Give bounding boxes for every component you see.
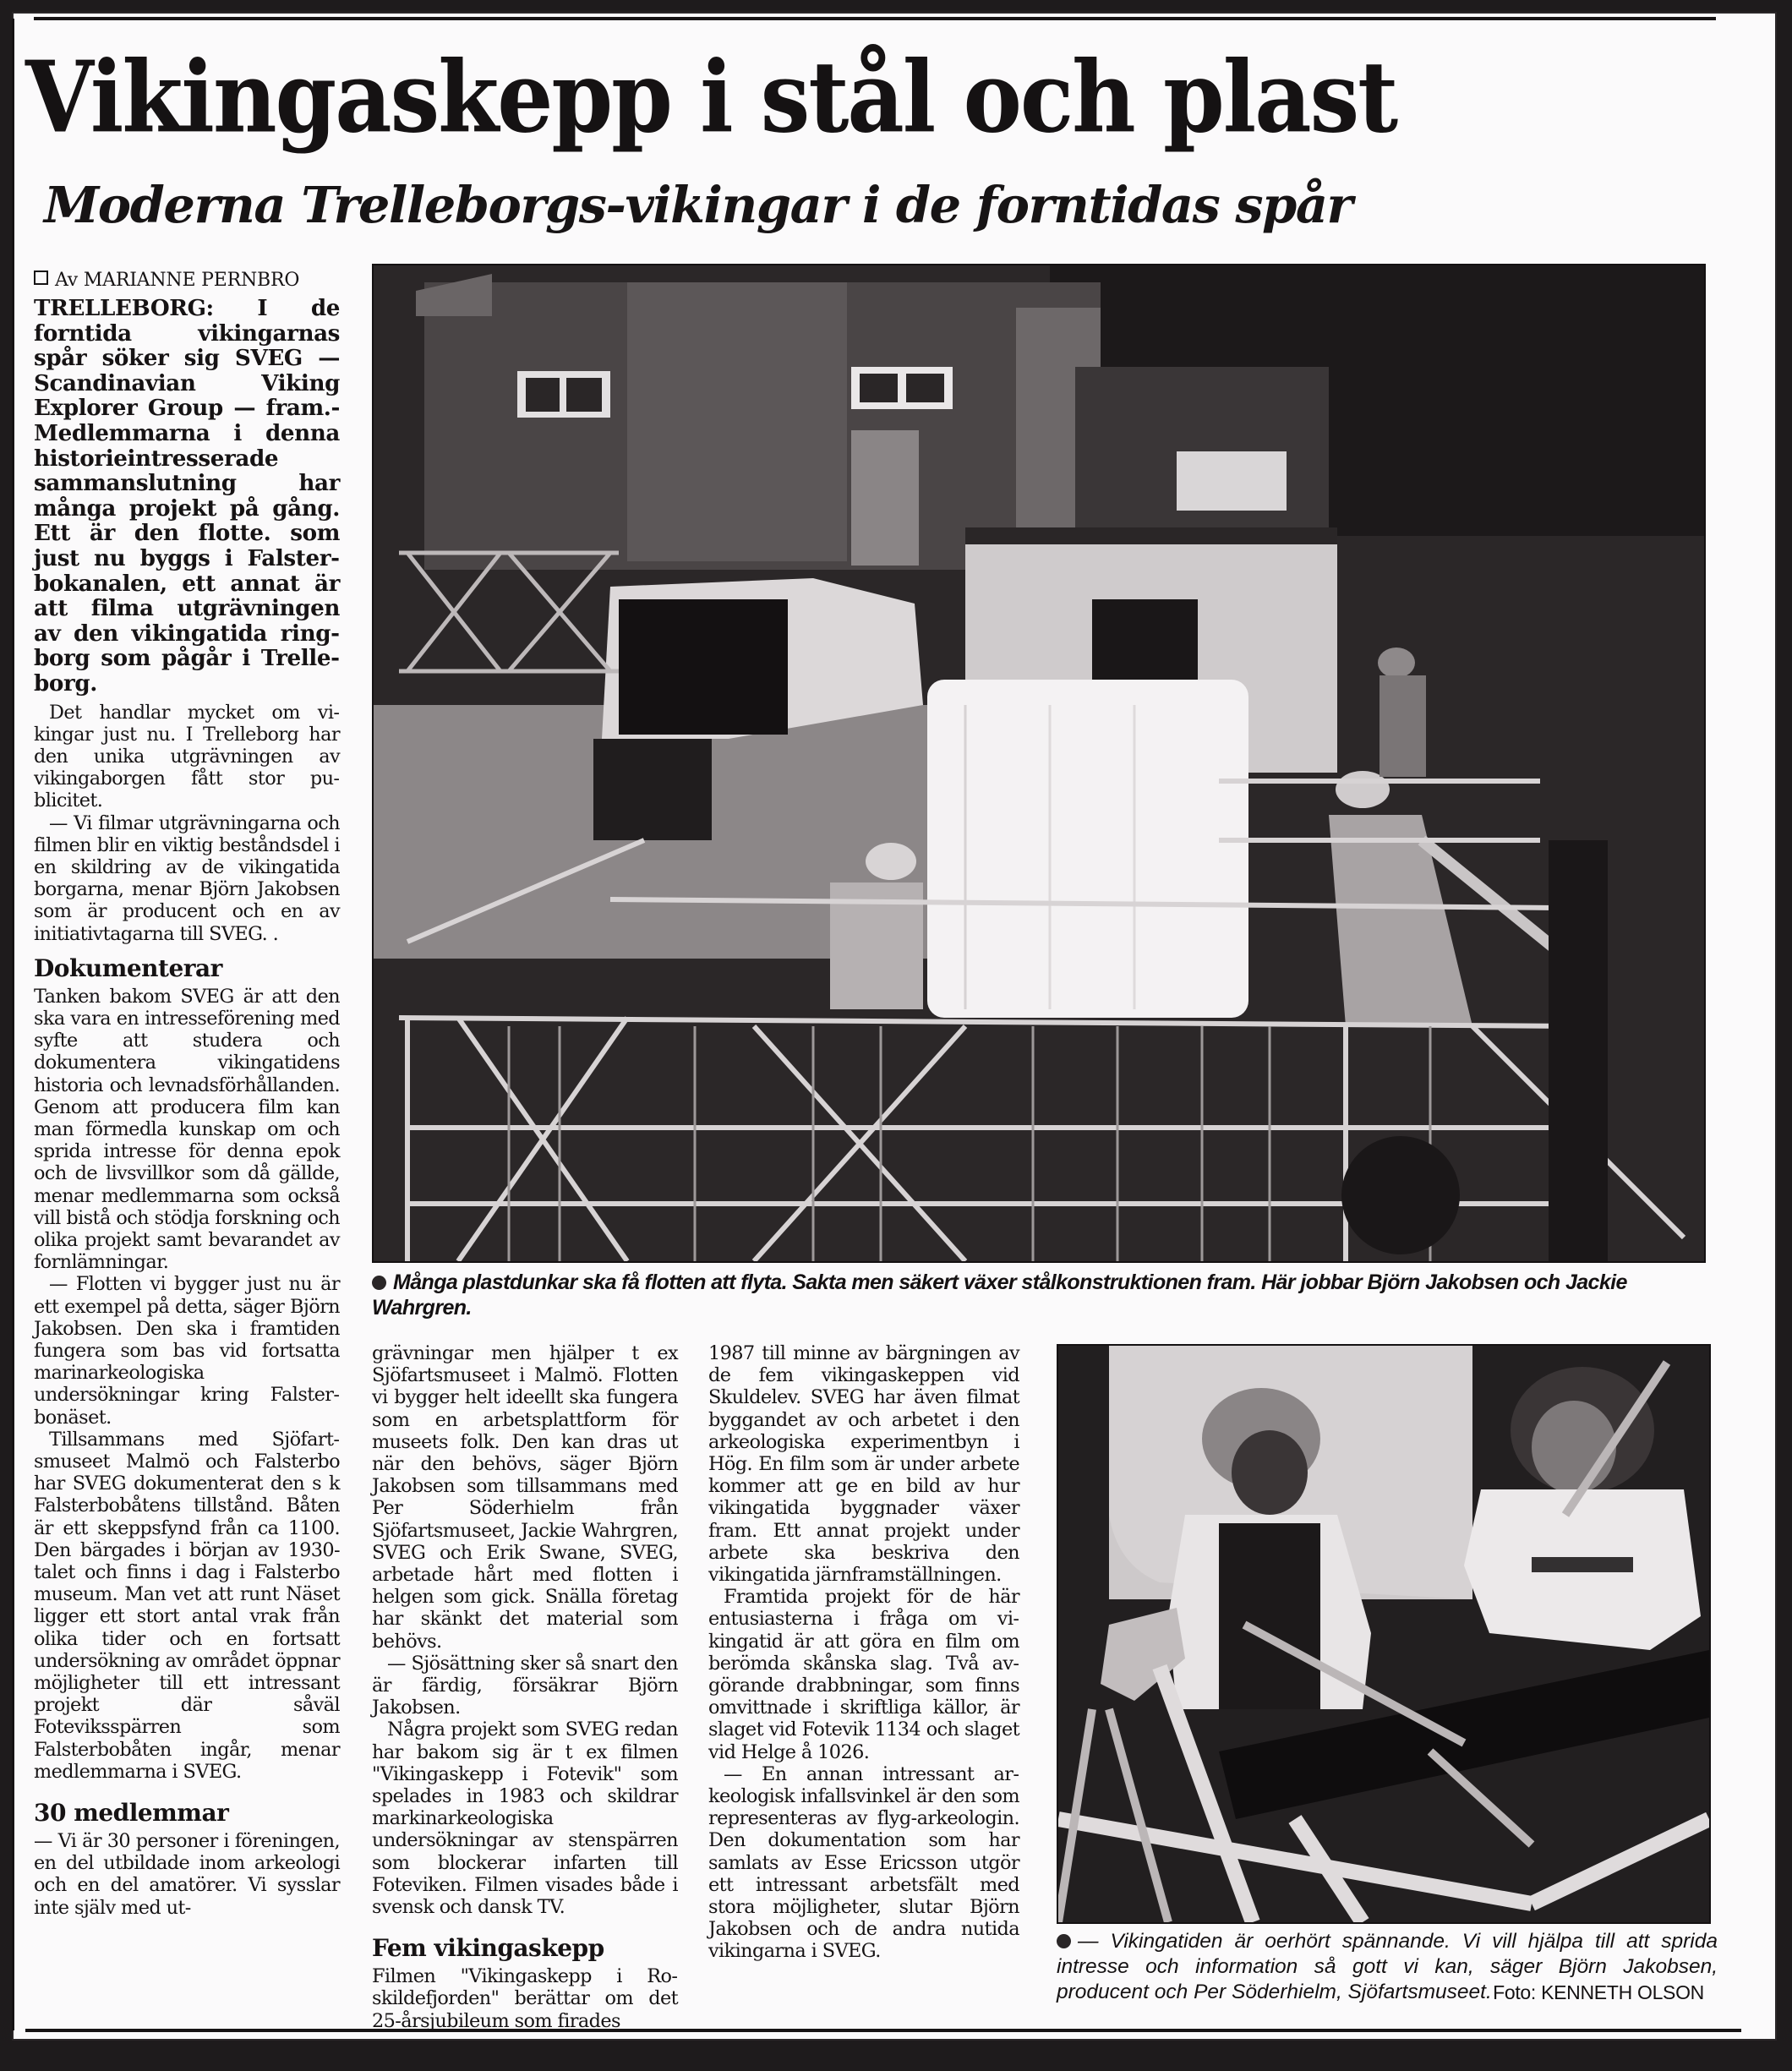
photo-raft-construction [372, 264, 1706, 1263]
raft-construction-illustration [374, 265, 1704, 1261]
subhead-fem-vikingaskepp: Fem vikingaskepp [372, 1934, 604, 1963]
body-paragraph: — Flotten vi bygger just nu är ett exempel på detta, säger Björn Jakobsen. Den ska i framtiden fungera som bas vid fortsatta marinarkeologiska undersökningar kring Falsterbonäset. [34, 1273, 340, 1429]
body-paragraph: Filmen "Vikingaskepp i Roskildefjorden" berättar om det 25-årsjubileum som firades [372, 1965, 678, 2032]
bottom-rule [25, 2029, 1741, 2032]
body-paragraph: Det handlar mycket om vikingar just nu. I Trelleborg har den unika utgrävningen av vikingaborgen fått stor publicitet. [34, 701, 340, 812]
byline-box-icon [34, 270, 48, 285]
caption-bullet-icon [1057, 1934, 1071, 1948]
photo-two-men [1057, 1344, 1711, 1924]
middle-column-2 [708, 1342, 1019, 1963]
left-column [34, 269, 340, 1919]
left-rule [12, 19, 14, 2030]
subhead-dokumenterar: Dokumenterar [34, 954, 222, 982]
photo-small-caption [1057, 1929, 1718, 2005]
byline-text: Av MARIANNE PERNBRO [55, 270, 300, 291]
body-paragraph: — En annan intressant arkeologisk infallsvinkel är den som representeras av flyg-arkeologin. Den dokumentation som har samlats av Esse Ericsson utgör ett intressant arbetsfält med stora möjligheter, slutar Björn Jakobsen och de andra nutida vikingarna i SVEG. [708, 1762, 1019, 1963]
middle-column-1 [372, 1342, 678, 2032]
body-paragraph: Tillsammans med Sjöfartsmuseet Malmö och Falsterbo har SVEG dokumenterat den s k Falsterbobåtens tillstånd. Båten är ett skeppsfynd från ca 1100. Den bärgades i början av 1930-talet och finns i dag i Falsterbo museum. Man vet att runt Näset ligger ett stort antal vrak från olika tider och en fortsatt undersökning av området öppnar möjligheter till ett intressant projekt där såväl Foteviksspärren som Falsterbobåten ingår, menar medlemmarna i SVEG. [34, 1428, 340, 1783]
byline [34, 269, 340, 292]
body-paragraph: Några projekt som SVEG redan har bakom sig är t ex filmen "Vikingaskepp i Fotevik" som spelades in 1983 och skildrar markinarkeologiska undersökningar av stenspärren som blockerar infarten till Foteviken. Filmen visades både i svensk och dansk TV. [372, 1719, 678, 1919]
lead-text: TRELLEBORG: I de forntida vikingarnas spår söker sig SVEG — Scandinavian Viking Explorer Group — fram.- Medlemmarna i denna historieintresserade sammanslutning har många projekt på gång. Ett är den flotte. som just nu byggs i Falsterbokanalen, ett annat är att filma utgrävningen av den vikingatida ringborg som pågår i Trelleborg. [34, 295, 340, 697]
two-men-illustration [1058, 1346, 1709, 1922]
photo-small-caption-text: — Vikingatiden är oerhört spännande. Vi vill hjälpa till att sprida intresse och information så gott vi kan, säger Björn Jakobsen, producent och Per Söderhielm, Sjöfartsmuseet. [1057, 1930, 1718, 2003]
body-paragraph: — Vi filmar utgrävningarna och filmen blir en viktig beståndsdel i en skildring av de vikingatida borgarna, menar Björn Jakobsen som är producent och en av initiativtagarna till SVEG. . [34, 811, 340, 945]
top-rule [34, 17, 1716, 20]
headline: Vikingaskepp i stål och plast [25, 38, 1397, 156]
body-paragraph: — Sjösättning sker så snart den är färdig, försäkrar Björn Jakobsen. [372, 1652, 678, 1719]
body-paragraph: Tanken bakom SVEG är att den ska vara en intresseförening med syfte att studera och dokumentera vikingatidens historia och levnadsförhållanden. Genom att producera film kan man förmedla kunskap om och sprida intresse för denna epok och de livsvillkor som då gällde, menar medlemmarna som också vill bistå och stödja forskning och olika projekt samt bevarandet av fornlämningar. [34, 985, 340, 1274]
body-paragraph: — Vi är 30 personer i föreningen, en del utbildade inom arkeologi och en del amatörer. Vi sysslar inte själv med ut- [34, 1830, 340, 1919]
lead-paragraph [34, 296, 340, 697]
body-paragraph: Framtida projekt för de här entusiasterna i fråga om vikingatid är att göra en film om berömda skånska slag. Två avgörande drabbningar, som finns omvittnade i skriftliga källor, är slaget vid Fotevik 1134 och slaget vid Helge å 1026. [708, 1586, 1019, 1763]
photo-credit: Foto: KENNETH OLSON [1493, 1981, 1704, 2003]
photo-main-caption [372, 1270, 1716, 1320]
photo-main-caption-text: Många plastdunkar ska få flotten att flyta. Sakta men säkert växer stålkonstruktionen fram. Här jobbar Björn Jakobsen och Jackie Wahrgren. [372, 1270, 1627, 1320]
subheadline: Moderna Trelleborgs-vikingar i de forntidas spår [44, 176, 1352, 234]
body-paragraph: grävningar men hjälper t ex Sjöfartsmuseet i Malmö. Flotten vi bygger helt ideellt ska fungera som en arbetsplattform för museets folk. Den kan dras ut när den behövs, säger Björn Jakobsen som tillsammans med Per Söderhielm från Sjöfartsmuseet, Jackie Wahrgren, SVEG och Erik Swane, SVEG, arbetade hårt med flotten i helgen som gick. Snälla företag har skänkt det material som behövs. [372, 1342, 678, 1653]
caption-bullet-icon [372, 1276, 386, 1290]
subhead-30-medlemmar: 30 medlemmar [34, 1799, 229, 1828]
body-paragraph: 1987 till minne av bärgningen av de fem vikingaskeppen vid Skuldelev. SVEG har även filmat byggandet av och arbetet i den arkeologiska experimentbyn i Hög. En film som är under arbete kommer att ge en bild av hur vikingatida byggnader växer fram. Ett annat projekt under arbete ska beskriva den vikingatida järnframställningen. [708, 1342, 1019, 1587]
